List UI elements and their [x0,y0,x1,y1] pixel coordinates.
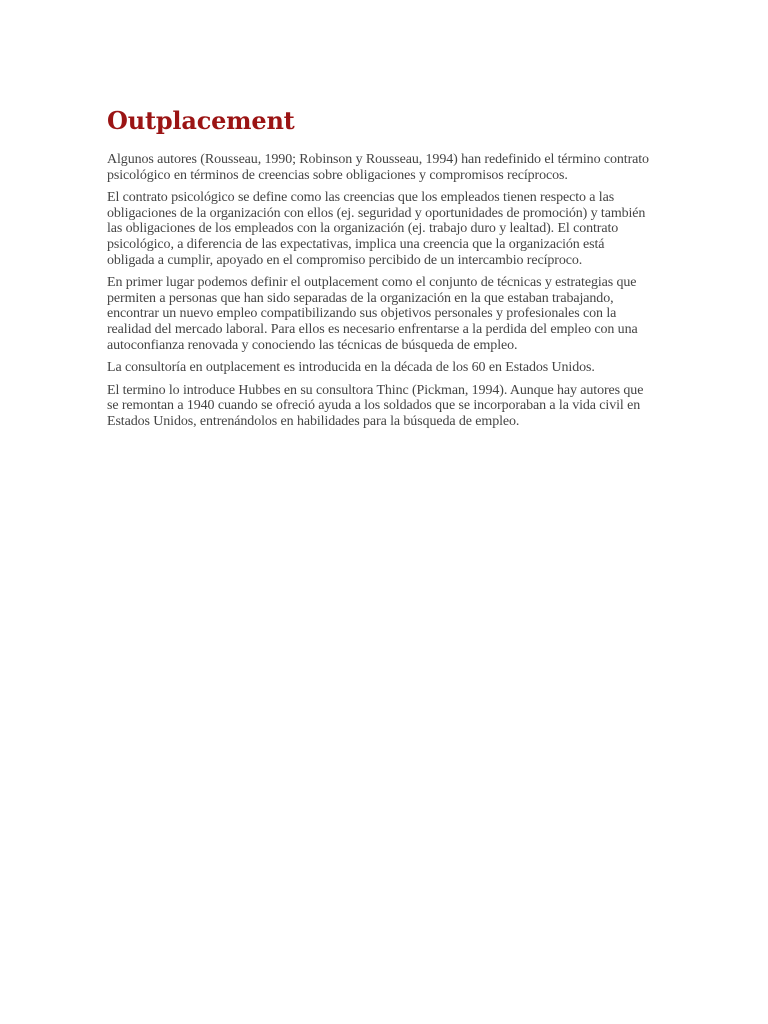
paragraph-3: En primer lugar podemos definir el outplacement como el conjunto de técnicas y estrategias que permiten a personas que han sido separadas de la organización en la que estaban trabajando, encontrar un nuevo empleo compatibilizando sus objetivos personales y profesionales con la realidad del mercado laboral. Para ellos es necesario enfrentarse a la perdida del empleo con una autoconfianza renovada y conociendo las técnicas de búsqueda de empleo. [107,275,638,353]
page-title: Outplacement [107,106,295,135]
paragraph-2: El contrato psicológico se define como las creencias que los empleados tienen respecto a las obligaciones de la organización con ellos (ej. seguridad y oportunidades de promoción) y también las obligaciones de los empleados con la organización (ej. trabajo duro y lealtad). El contrato psicológico, a diferencia de las expectativas, implica una creencia que la organización está obligada a cumplir, apoyado en el compromiso percibido de un intercambio recíproco. [107,190,646,268]
paragraph-5: El termino lo introduce Hubbes en su consultora Thinc (Pickman, 1994). Aunque hay autores que se remontan a 1940 cuando se ofreció ayuda a los soldados que se incorporaban a la vida civil en Estados Unidos, entrenándolos en habilidades para la búsqueda de empleo. [107,382,644,429]
paragraph-1: Algunos autores (Rousseau, 1990; Robinson y Rousseau, 1994) han redefinido el término contrato psicológico en términos de creencias sobre obligaciones y compromisos recíprocos. [107,152,649,183]
paragraph-4: La consultoría en outplacement es introducida en la década de los 60 en Estados Unidos. [107,360,595,376]
document-page [107,106,655,437]
